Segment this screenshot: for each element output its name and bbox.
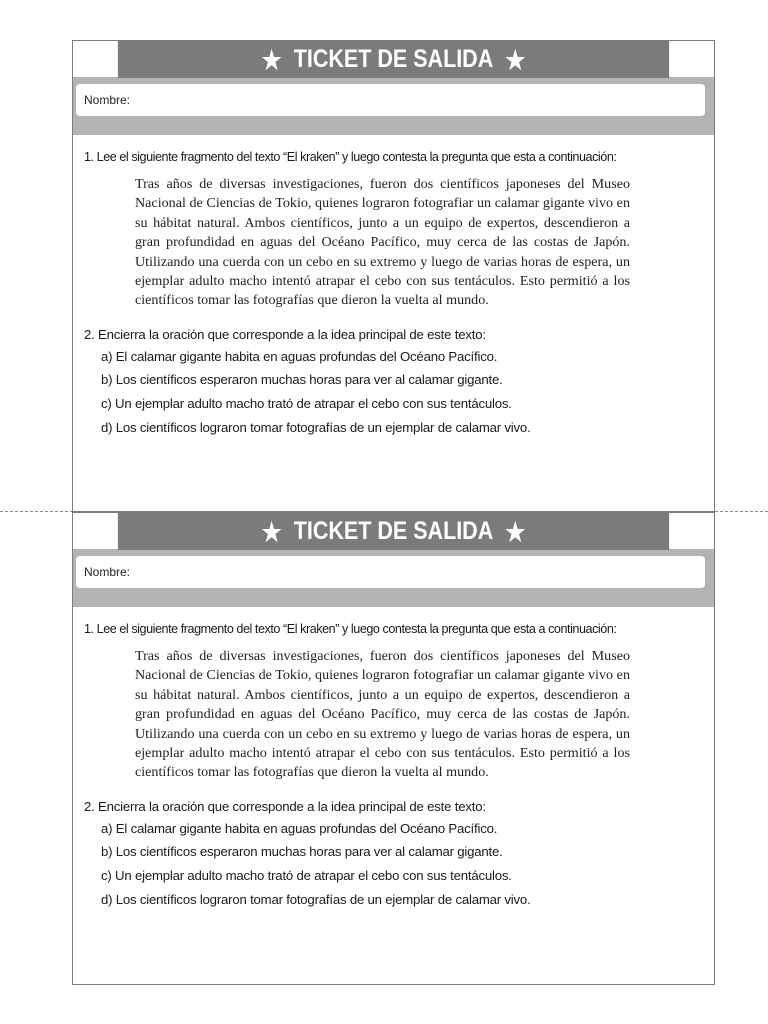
option-c[interactable]: c) Un ejemplar adulto macho trató de atrapar el cebo con sus tentáculos. — [101, 868, 512, 884]
question-1: 1. Lee el siguiente fragmento del texto “El kraken” y luego contesta la pregunta que esta a continuación: — [84, 150, 617, 164]
option-c[interactable]: c) Un ejemplar adulto macho trató de atrapar el cebo con sus tentáculos. — [101, 396, 512, 412]
ticket-content — [73, 622, 714, 908]
ticket-header — [118, 41, 669, 78]
exit-ticket-top — [72, 40, 715, 512]
passage-text: Tras años de diversas investigaciones, fueron dos científicos japoneses del Museo Nacional de Ciencias de Tokio, quienes lograron fotografiar un calamar gigante vivo en su hábitat natural. Ambos científicos, junto a un equipo de expertos, descendieron a gran profundidad en aguas del Océano Pacífico, muy cerca de las costas de Japón. Utilizando una cuerda con un cebo en su extremo y luego de varias horas de espera, un ejemplar adulto macho intentó atrapar el cebo con sus tentáculos. Esto permitió a los científicos tomar las fotografías que dieron la vuelta al mundo. — [135, 176, 630, 309]
star-icon: ★ — [505, 516, 526, 547]
ticket-title: TICKET DE SALIDA — [293, 45, 494, 73]
question-2: 2. Encierra la oración que corresponde a la idea principal de este texto: — [84, 798, 486, 814]
name-band — [73, 77, 714, 135]
star-icon: ★ — [505, 44, 526, 75]
answer-options — [101, 820, 702, 908]
option-d[interactable]: d) Los científicos lograron tomar fotografías de un ejemplar de calamar vivo. — [101, 419, 531, 435]
ticket-title: TICKET DE SALIDA — [293, 517, 494, 545]
star-icon: ★ — [261, 516, 282, 547]
option-b[interactable]: b) Los científicos esperaron muchas horas para ver al calamar gigante. — [101, 372, 503, 388]
option-d[interactable]: d) Los científicos lograron tomar fotografías de un ejemplar de calamar vivo. — [101, 891, 531, 907]
answer-options — [101, 348, 702, 436]
option-a[interactable]: a) El calamar gigante habita en aguas profundas del Océano Pacífico. — [101, 820, 498, 836]
name-label: Nombre: — [84, 565, 131, 579]
question-2: 2. Encierra la oración que corresponde a la idea principal de este texto: — [84, 326, 486, 342]
question-1: 1. Lee el siguiente fragmento del texto “El kraken” y luego contesta la pregunta que esta a continuación: — [84, 622, 617, 636]
option-a[interactable]: a) El calamar gigante habita en aguas profundas del Océano Pacífico. — [101, 348, 498, 364]
name-band — [73, 549, 714, 607]
star-icon: ★ — [261, 44, 282, 75]
passage-text: Tras años de diversas investigaciones, fueron dos científicos japoneses del Museo Nacional de Ciencias de Tokio, quienes lograron fotografiar un calamar gigante vivo en su hábitat natural. Ambos científicos, junto a un equipo de expertos, descendieron a gran profundidad en aguas del Océano Pacífico, muy cerca de las costas de Japón. Utilizando una cuerda con un cebo en su extremo y luego de varias horas de espera, un ejemplar adulto macho intentó atrapar el cebo con sus tentáculos. Esto permitió a los científicos tomar las fotografías que dieron la vuelta al mundo. — [135, 648, 630, 781]
option-b[interactable]: b) Los científicos esperaron muchas horas para ver al calamar gigante. — [101, 844, 503, 860]
name-field[interactable] — [76, 556, 705, 588]
ticket-content — [73, 150, 714, 436]
name-field[interactable] — [76, 84, 705, 116]
ticket-header — [118, 513, 669, 550]
exit-ticket-bottom — [72, 512, 715, 985]
name-label: Nombre: — [84, 93, 131, 107]
